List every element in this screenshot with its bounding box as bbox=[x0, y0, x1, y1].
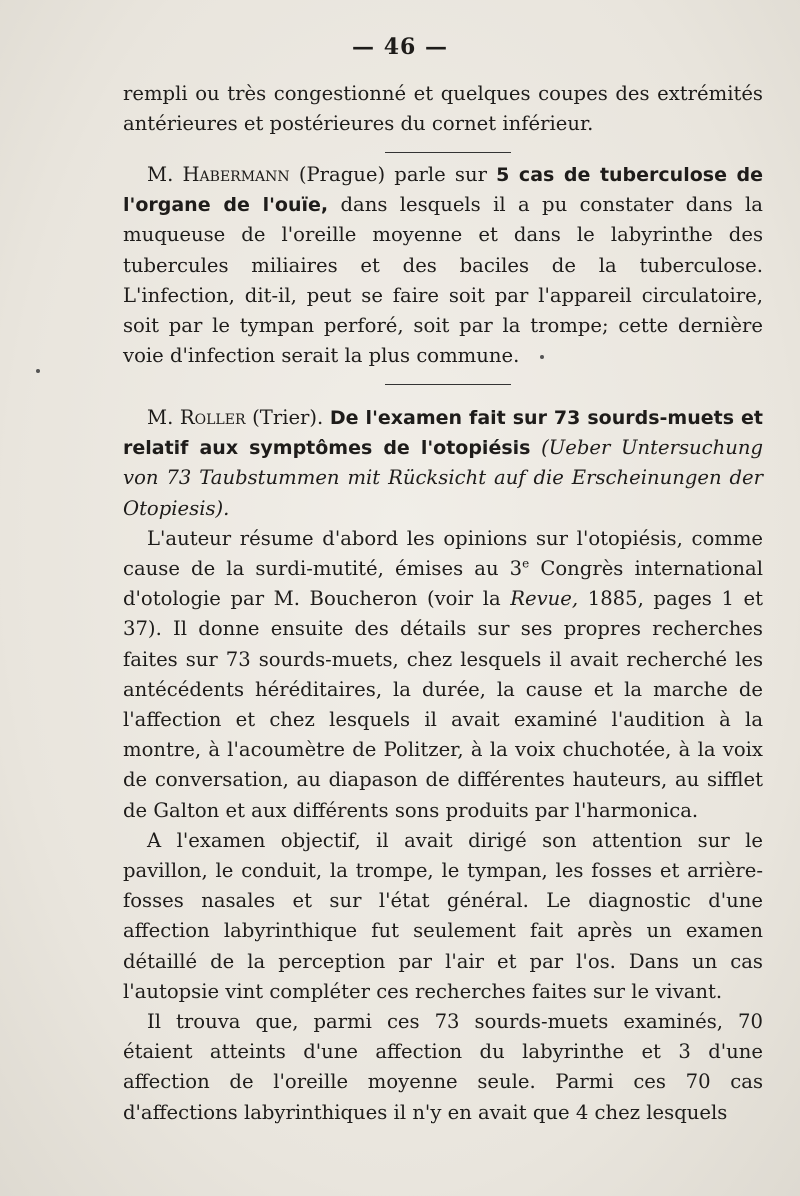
habermann-abstract bbox=[123, 160, 763, 371]
roller-abstract bbox=[123, 403, 763, 1128]
paper-title: De l'examen fait sur 73 sourds-muets et relatif aux symptômes de l'otopiésis bbox=[123, 407, 763, 460]
author-city: (Prague) parle sur bbox=[289, 163, 497, 186]
paragraph-continuation bbox=[123, 79, 763, 139]
print-speck bbox=[540, 355, 544, 359]
page-number: — 46 — bbox=[352, 34, 448, 60]
print-speck bbox=[36, 369, 40, 373]
abstract-paragraph-1: L'auteur résume d'abord les opinions sur l'otopiésis, comme cause de la surdi-mutité, émises au 3e Congrès international d'otologie par M. Boucheron (voir la Revue, 1885, pages 1 et 37). Il donne ensuite des détails sur ses propres recherches faites sur 73 sourds-muets, chez lesquels il avait recherché les antécédents héréditaires, la durée, la cause et la marche de l'affection et chez lesquels il avait examiné l'audition à la montre, à l'acoumètre de Politzer, à la voix chuchotée, à la voix de conversation, au diapason de différentes hauteurs, au sifflet de Galton et aux différents sons produits par l'harmonica. bbox=[123, 526, 763, 822]
revue-reference: Revue, bbox=[510, 587, 579, 611]
german-title: (Ueber Untersuchung von 73 Taubstummen mit Rücksicht auf die Erscheinungen der Otopiesis). bbox=[123, 436, 763, 520]
abstract-heading-paragraph bbox=[123, 403, 763, 524]
abstract-paragraph bbox=[123, 160, 763, 371]
abstract-paragraph-2: A l'examen objectif, il avait dirigé son attention sur le pavillon, le conduit, la trompe, le tympan, les fosses et arrière-fosses nasales et sur l'état général. Le diagnostic d'une affection labyrinthique fut seulement fait après un examen détaillé de la perception par l'air et par l'os. Dans un cas l'autopsie vint compléter ces recherches faites sur le vivant. bbox=[123, 828, 763, 1003]
abstract-paragraph-3: Il trouva que, parmi ces 73 sourds-muets examinés, 70 étaient atteints d'une affection du labyrinthe et 3 d'une affection de l'oreille moyenne seule. Parmi ces 70 cas d'affections labyrinthiques il n'y en avait que 4 chez lesquels bbox=[123, 1010, 763, 1124]
section-divider bbox=[385, 384, 511, 385]
paper-title: 5 cas de tuberculose de l'organe de l'ouïe, bbox=[123, 164, 764, 217]
author-city: (Trier). bbox=[245, 406, 330, 429]
paragraph-text: rempli ou très congestionné et quelques coupes des extrémités antérieures et postérieures du cornet inférieur. bbox=[123, 82, 763, 136]
prefix: M. bbox=[147, 163, 183, 186]
section-divider bbox=[385, 152, 511, 153]
prefix: M. bbox=[147, 406, 180, 429]
abstract-body: dans lesquels il a pu constater dans la muqueuse de l'oreille moyenne et dans le labyrinthe des tubercules miliaires et des baciles de la tuberculose. L'infection, dit-il, peut se faire soit par l'appareil circulatoire, soit par le tympan perforé, soit par la trompe; cette dernière voie d'infection serait la plus commune. bbox=[123, 193, 763, 368]
author-name: Habermann bbox=[182, 163, 290, 186]
author-name: Roller bbox=[179, 406, 246, 429]
